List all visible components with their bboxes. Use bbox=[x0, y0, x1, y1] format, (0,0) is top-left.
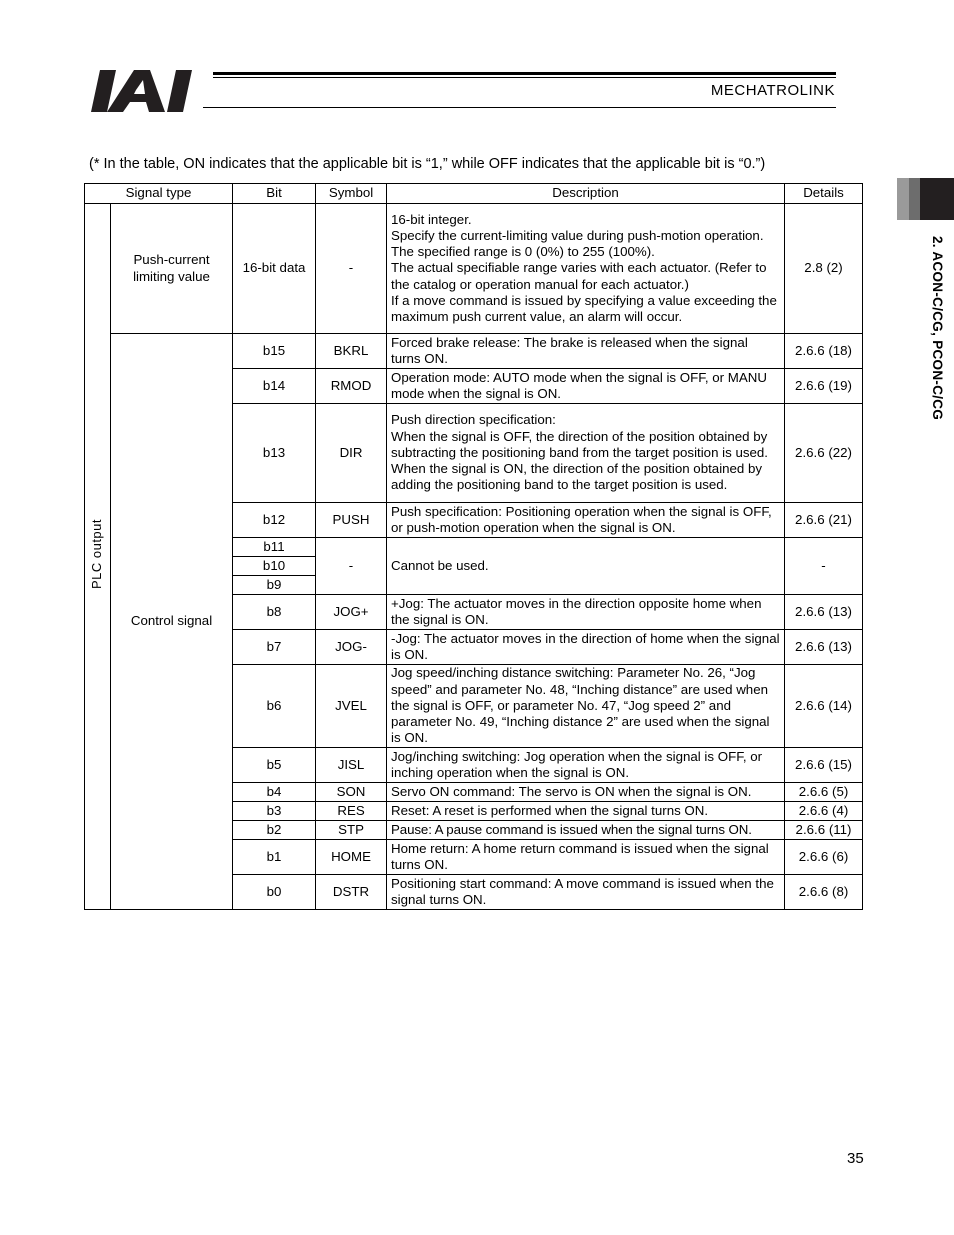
chapter-tab-gray bbox=[897, 178, 909, 220]
plc-output-label: PLC output bbox=[89, 519, 105, 590]
symbol-cell: STP bbox=[316, 821, 387, 840]
table-row-push-current bbox=[85, 204, 863, 334]
bit-cell: b7 bbox=[233, 630, 316, 665]
details-cell: 2.6.6 (15) bbox=[785, 748, 863, 783]
header-rule-thick bbox=[213, 72, 836, 75]
symbol-cell: RMOD bbox=[316, 369, 387, 404]
column-header-details: Details bbox=[785, 184, 863, 204]
description-cell: Cannot be used. bbox=[387, 538, 785, 595]
details-cell: 2.6.6 (6) bbox=[785, 840, 863, 875]
symbol-cell: SON bbox=[316, 783, 387, 802]
description-cell: Home return: A home return command is issued when the signal turns ON. bbox=[387, 840, 785, 875]
description-cell: Forced brake release: The brake is released when the signal turns ON. bbox=[387, 334, 785, 369]
details-cell: 2.6.6 (19) bbox=[785, 369, 863, 404]
details-cell: - bbox=[785, 538, 863, 595]
header-rule-thin bbox=[213, 77, 836, 78]
details-cell: 2.6.6 (4) bbox=[785, 802, 863, 821]
symbol-cell: RES bbox=[316, 802, 387, 821]
details-cell: 2.6.6 (13) bbox=[785, 630, 863, 665]
bit-push-current: 16-bit data bbox=[233, 204, 316, 334]
details-cell: 2.6.6 (11) bbox=[785, 821, 863, 840]
details-cell: 2.6.6 (5) bbox=[785, 783, 863, 802]
description-line: If a move command is issued by specifying a value exceeding the maximum push current value, an alarm will occur. bbox=[391, 292, 777, 324]
symbol-cell: - bbox=[316, 538, 387, 595]
details-cell: 2.6.6 (21) bbox=[785, 503, 863, 538]
bit-cell: b8 bbox=[233, 595, 316, 630]
description-cell: Positioning start command: A move command is issued when the signal turns ON. bbox=[387, 875, 785, 910]
symbol-cell: BKRL bbox=[316, 334, 387, 369]
header-title: MECHATROLINK bbox=[710, 82, 835, 99]
symbol-cell: JOG- bbox=[316, 630, 387, 665]
bit-cell: b4 bbox=[233, 783, 316, 802]
symbol-cell: JOG+ bbox=[316, 595, 387, 630]
symbol-push-current: - bbox=[316, 204, 387, 334]
description-cell: Servo ON command: The servo is ON when the signal is ON. bbox=[387, 783, 785, 802]
bit-cell: b0 bbox=[233, 875, 316, 910]
description-line: Specify the current-limiting value during push-motion operation. bbox=[391, 227, 764, 243]
signal-type-push-current: Push-current limiting value bbox=[111, 204, 233, 334]
bit-cell: b3 bbox=[233, 802, 316, 821]
column-header-symbol: Symbol bbox=[316, 184, 387, 204]
description-line: The actual specifiable range varies with each actuator. (Refer to the catalog or operation manual for each actuator.) bbox=[391, 260, 767, 292]
symbol-cell: DSTR bbox=[316, 875, 387, 910]
description-cell: Push specification: Positioning operation when the signal is OFF, or push-motion operation when the signal is ON. bbox=[387, 503, 785, 538]
symbol-cell: DIR bbox=[316, 404, 387, 503]
bit-cell: b2 bbox=[233, 821, 316, 840]
details-cell: 2.6.6 (18) bbox=[785, 334, 863, 369]
table-header-row bbox=[85, 184, 863, 204]
chapter-tab-black bbox=[920, 178, 954, 220]
description-cell: Push direction specification: When the signal is OFF, the direction of the position obtained by subtracting the positioning band from the target position is used. When the signal is ON, the direction of the position obtained by adding the positioning band to the target position is used. bbox=[387, 404, 785, 503]
table-row bbox=[85, 334, 863, 369]
bit-cell: b10 bbox=[233, 557, 316, 576]
bit-cell: b14 bbox=[233, 369, 316, 404]
details-push-current: 2.8 (2) bbox=[785, 204, 863, 334]
description-cell: Reset: A reset is performed when the signal turns ON. bbox=[387, 802, 785, 821]
chapter-tab-label: 2. ACON-C/CG, PCON-C/CG bbox=[930, 236, 945, 421]
symbol-cell: JISL bbox=[316, 748, 387, 783]
description-cell: Pause: A pause command is issued when the signal turns ON. bbox=[387, 821, 785, 840]
signal-type-control-signal: Control signal bbox=[111, 334, 233, 910]
bit-cell: b13 bbox=[233, 404, 316, 503]
description-cell: Jog speed/inching distance switching: Parameter No. 26, “Jog speed” and parameter No. 48, “Inching distance” are used when the signal is OFF, or parameter No. 47, “Jog speed 2” and parameter No. 49, “Inching distance 2” are used when the signal is ON. bbox=[387, 665, 785, 748]
plc-output-group-cell bbox=[85, 204, 111, 910]
description-cell: -Jog: The actuator moves in the direction of home when the signal is ON. bbox=[387, 630, 785, 665]
table-note: (* In the table, ON indicates that the applicable bit is “1,” while OFF indicates that the applicable bit is “0.”) bbox=[89, 156, 766, 172]
header-rule-bottom bbox=[203, 107, 836, 108]
details-cell: 2.6.6 (14) bbox=[785, 665, 863, 748]
bit-cell: b15 bbox=[233, 334, 316, 369]
iai-logo bbox=[90, 70, 205, 112]
bit-cell: b11 bbox=[233, 538, 316, 557]
description-line: 16-bit integer. bbox=[391, 211, 472, 227]
description-cell: Jog/inching switching: Jog operation when the signal is OFF, or inching operation when the signal is ON. bbox=[387, 748, 785, 783]
description-cell: Operation mode: AUTO mode when the signal is OFF, or MANU mode when the signal is ON. bbox=[387, 369, 785, 404]
details-cell: 2.6.6 (22) bbox=[785, 404, 863, 503]
description-line: The specified range is 0 (0%) to 255 (100%). bbox=[391, 244, 655, 260]
page-number: 35 bbox=[847, 1150, 864, 1167]
symbol-cell: HOME bbox=[316, 840, 387, 875]
bit-cell: b1 bbox=[233, 840, 316, 875]
details-cell: 2.6.6 (13) bbox=[785, 595, 863, 630]
bit-cell: b12 bbox=[233, 503, 316, 538]
description-cell: +Jog: The actuator moves in the direction opposite home when the signal is ON. bbox=[387, 595, 785, 630]
bit-cell: b5 bbox=[233, 748, 316, 783]
symbol-cell: JVEL bbox=[316, 665, 387, 748]
column-header-bit: Bit bbox=[233, 184, 316, 204]
details-cell: 2.6.6 (8) bbox=[785, 875, 863, 910]
column-header-description: Description bbox=[387, 184, 785, 204]
plc-output-signal-table bbox=[84, 183, 863, 910]
symbol-cell: PUSH bbox=[316, 503, 387, 538]
description-push-current bbox=[387, 204, 785, 334]
column-header-signal-type: Signal type bbox=[85, 184, 233, 204]
chapter-tab-gray-dark bbox=[909, 178, 920, 220]
bit-cell: b6 bbox=[233, 665, 316, 748]
bit-cell: b9 bbox=[233, 576, 316, 595]
